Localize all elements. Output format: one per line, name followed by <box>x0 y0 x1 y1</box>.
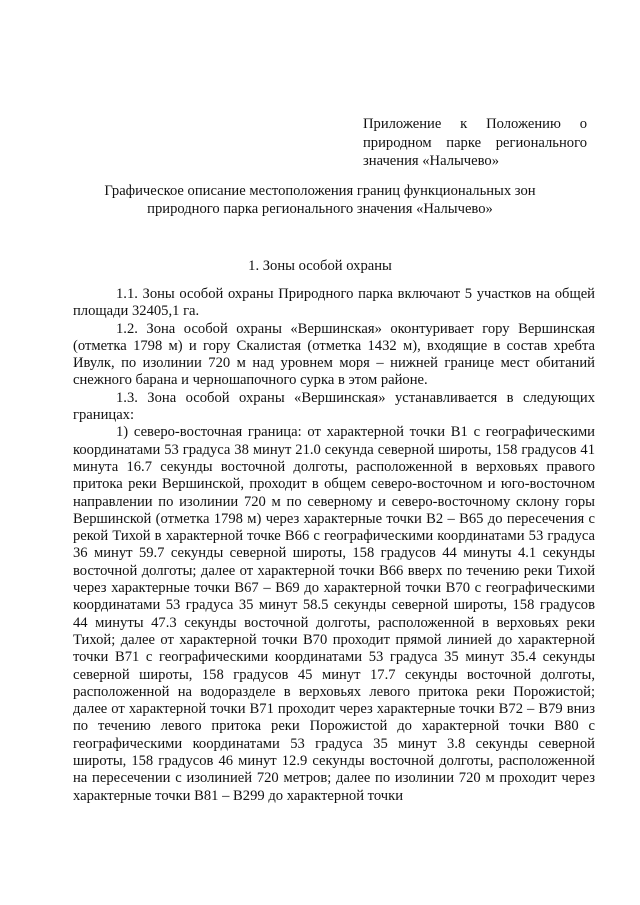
section-heading: 1. Зоны особой охраны <box>248 258 392 274</box>
paragraph-1-1: 1.1. Зоны особой охраны Природного парка включают 5 участков на общей площади 32405,1 га. <box>73 286 595 320</box>
paragraph-northeast-boundary: 1) северо-восточная граница: от характерной точки В1 с географическими координатами 53 градуса 38 минут 21.0 секунда северной широты, 158 градусов 41 минута 16.7 секунды восточной долготы, расположенной в верховьях правого притока реки Вершинской, проходит в общем северо-восточном и юго-восточном направлении по изолинии 720 м по северному и северо-восточному склону горы Вершинской (отметка 1798 м) через характерные точки В2 – В65 до пересечения с рекой Тихой в характерной точке В66 с географическими координатами 53 градуса 36 минут 59.7 секунды северной широты, 158 градусов 44 минуты 4.1 секунды восточной долготы; далее от характерной точки В66 вверх по течению реки Тихой через характерные точки В67 – В69 до характерной точки В70 с географическими координатами 53 градуса 35 минут 58.5 секунды северной широты, 158 градусов 44 минуты 47.3 секунды восточной долготы, расположенной в верховьях реки Тихой; далее от характерной точки В70 проходит прямой линией до характерной точки В71 с географическими координатами 53 градуса 35 минут 35.4 секунды северной широты, 158 градусов 45 минут 17.7 секунды восточной долготы, расположенной на водоразделе в верховьях левого притока реки Порожистой; далее от характерной точки В71 проходит через характерные точки В72 – В79 вниз по течению левого притока реки Порожистой до характерной точки В80 с географическими координатами 53 градуса 35 минут 3.8 секунды северной широты, 158 градусов 46 минут 12.9 секунды восточной долготы, расположенной на пересечении с изолинией 720 метров; далее по изолинии 720 м проходит через характерные точки В81 – В299 до характерной точки <box>73 424 595 804</box>
appendix-note: Приложение к Положению о природном парке регионального значения «Налычево» <box>363 116 587 170</box>
paragraph-1-3: 1.3. Зона особой охраны «Вершинская» устанавливается в следующих границах: <box>73 389 595 424</box>
document-body <box>73 286 595 805</box>
paragraph-1-2: 1.2. Зона особой охраны «Вершинская» оконтуривает гору Вершинская (отметка 1798 м) и гору Скалистая (отметка 1432 м), входящие в состав хребта Ивулк, по изолинии 720 м над уровнем моря – нижней границе мест обитаний снежного барана и черношапочного сурка в этом районе. <box>73 320 595 389</box>
document-title: Графическое описание местоположения границ функциональных зон природного парка регионального значения «Налычево» <box>104 183 536 217</box>
